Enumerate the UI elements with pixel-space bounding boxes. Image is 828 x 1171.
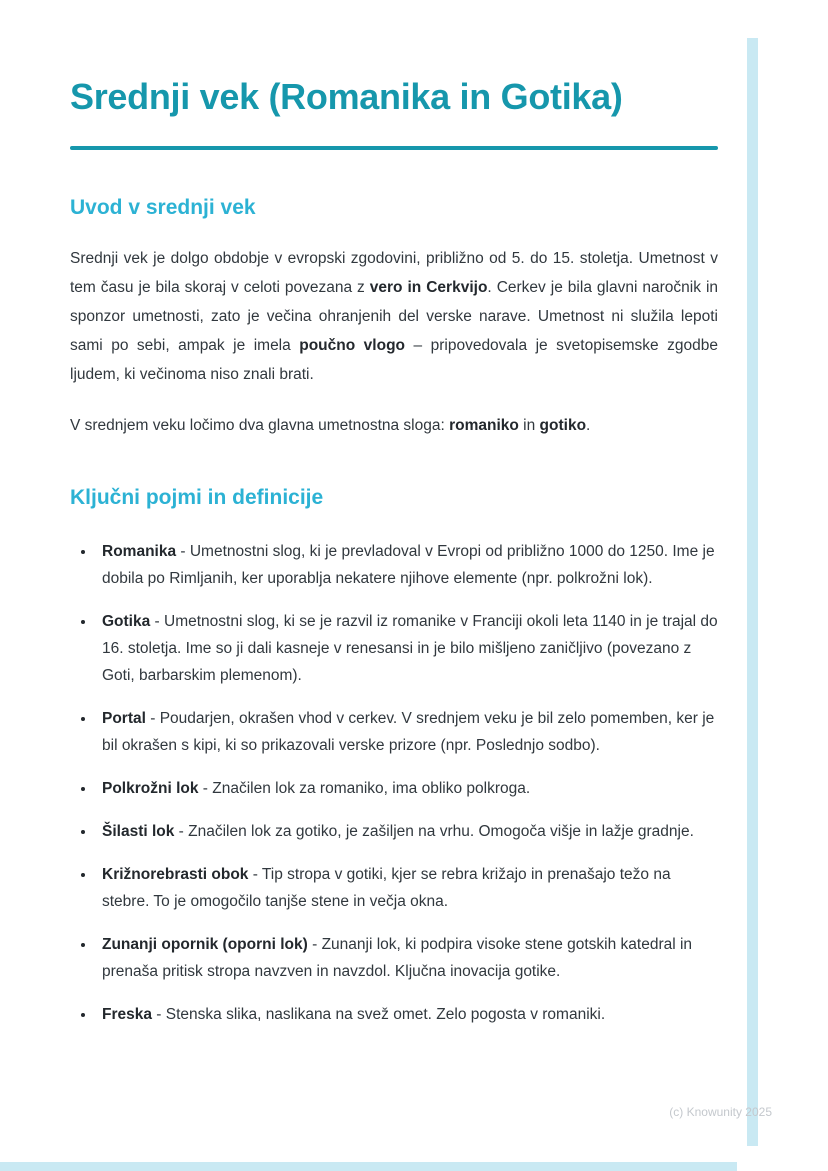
term-label: Romanika (102, 543, 177, 560)
term-definition: - Poudarjen, okrašen vhod v cerkev. V srednjem veku je bil zelo pomemben, ker je bil okrašen s kipi, ki so prikazovali verske prizore (npr. Poslednjo sodbo). (102, 710, 715, 754)
paragraph (70, 244, 718, 389)
emphasized-text: vero in Cerkvijo (369, 279, 488, 296)
intro-paragraphs (70, 244, 718, 440)
text-run: V srednjem veku ločimo dva glavna umetnostna sloga: (70, 417, 450, 434)
definition-item (96, 705, 718, 759)
decorative-bottom-bar (0, 1162, 737, 1171)
decorative-right-bar (747, 38, 758, 1146)
text-run: . Cerkev je bila glavni naročnik in sponzor umetnosti, zato je večina ohranjenih del verske narave. Umetnost ni služila lepoti sami po sebi, ampak je imela (70, 279, 719, 354)
term-label: Portal (102, 710, 146, 727)
term-definition: - Značilen lok za gotiko, je zašiljen na vrhu. Omogoča višje in lažje gradnje. (174, 823, 694, 840)
paragraph (70, 411, 718, 440)
term-label: Zunanji opornik (oporni lok) (102, 936, 308, 953)
term-definition: - Stenska slika, naslikana na svež omet. Zelo pogosta v romaniki. (151, 1006, 606, 1023)
term-definition: - Tip stropa v gotiki, kjer se rebra križajo in prenašajo težo na stebre. To je omogočilo tanjše stene in večja okna. (102, 866, 671, 910)
term-label: Šilasti lok (102, 823, 175, 840)
section-intro (70, 196, 718, 440)
definition-item (96, 608, 718, 689)
emphasized-text: romaniko (449, 417, 519, 434)
definition-item (96, 818, 718, 845)
term-definition: - Umetnostni slog, ki je prevladoval v Evropi od približno 1000 do 1250. Ime je dobila po Rimljanih, ker uporablja nekatere njihove elemente (npr. polkrožni lok). (102, 543, 715, 587)
emphasized-text: gotiko (539, 417, 587, 434)
section-definitions (70, 486, 718, 1028)
definition-item (96, 861, 718, 915)
definition-item (96, 775, 718, 802)
term-label: Gotika (102, 613, 151, 630)
page-title: Srednji vek (Romanika in Gotika) (70, 76, 623, 117)
term-definition: - Značilen lok za romaniko, ima obliko polkroga. (198, 780, 531, 797)
term-label: Polkrožni lok (102, 780, 199, 797)
text-run: . (586, 417, 591, 434)
term-definition: - Zunanji lok, ki podpira visoke stene gotskih katedral in prenaša pritisk stropa navzven in navzdol. Ključna inovacija gotike. (102, 936, 693, 980)
title-divider (70, 146, 718, 150)
text-run: Srednji vek je dolgo obdobje v evropski zgodovini, približno od 5. do 15. stoletja. Umetnost v tem času je bila skoraj v celoti povezana z (70, 250, 718, 296)
definitions-list (70, 538, 718, 1028)
definition-item (96, 1001, 718, 1028)
text-run: – pripovedovala je svetopisemske zgodbe ljudem, ki večinoma niso znali brati. (70, 337, 718, 383)
emphasized-text: poučno vlogo (299, 337, 406, 354)
term-label: Freska (102, 1006, 152, 1023)
section-heading-definitions: Ključni pojmi in definicije (70, 486, 324, 509)
definition-item (96, 931, 718, 985)
section-heading-intro: Uvod v srednji vek (70, 196, 256, 219)
term-label: Križnorebrasti obok (102, 866, 249, 883)
definition-item (96, 538, 718, 592)
footer-credit: (c) Knowunity 2025 (669, 1105, 772, 1119)
text-run: in (518, 417, 540, 434)
term-definition: - Umetnostni slog, ki se je razvil iz romanike v Franciji okoli leta 1140 in je trajal do 16. stoletja. Ime so ji dali kasneje v renesansi in je bilo mišljeno zaničljivo (povezano z Goti, barbarskim plemenom). (102, 613, 718, 684)
